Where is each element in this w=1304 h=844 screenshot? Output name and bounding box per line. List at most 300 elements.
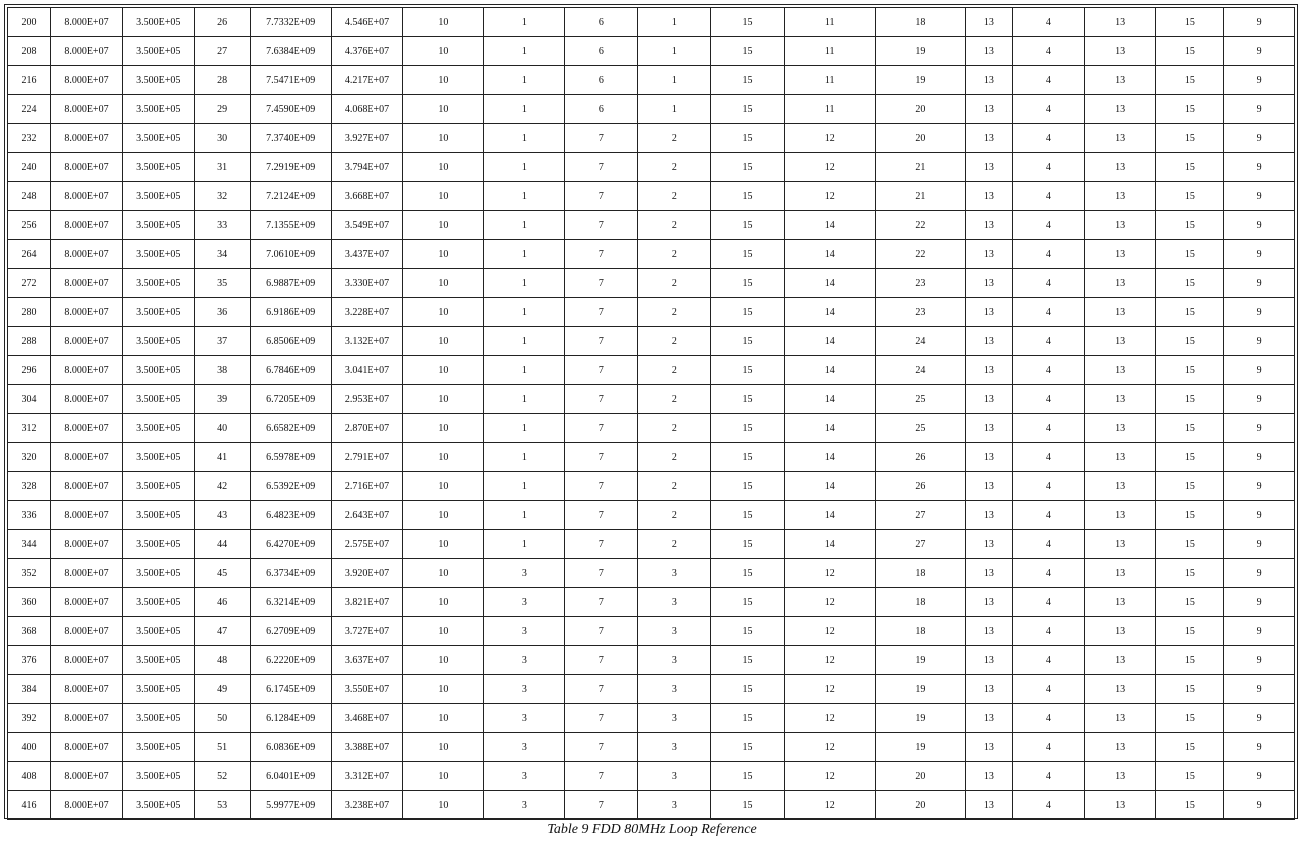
table-cell: 10 [403, 501, 484, 530]
table-cell: 18 [875, 559, 965, 588]
table-cell: 14 [784, 211, 875, 240]
table-cell: 312 [8, 414, 51, 443]
table-cell: 3.500E+05 [122, 530, 194, 559]
table-cell: 9 [1224, 269, 1295, 298]
table-cell: 288 [8, 327, 51, 356]
table-cell: 15 [1156, 559, 1224, 588]
table-cell: 2 [638, 530, 711, 559]
table-cell: 15 [1156, 95, 1224, 124]
table-cell: 9 [1224, 298, 1295, 327]
table-cell: 15 [1156, 124, 1224, 153]
table-cell: 13 [965, 8, 1012, 37]
table-cell: 10 [403, 153, 484, 182]
table-cell: 15 [1156, 37, 1224, 66]
table-cell: 13 [965, 37, 1012, 66]
table-cell: 3.500E+05 [122, 269, 194, 298]
table-cell: 4 [1012, 675, 1084, 704]
table-cell: 1 [638, 37, 711, 66]
table-cell: 4.217E+07 [331, 66, 403, 95]
table-cell: 15 [711, 675, 784, 704]
table-cell: 7 [565, 588, 638, 617]
table-cell: 26 [875, 443, 965, 472]
table-cell: 352 [8, 559, 51, 588]
table-cell: 3.238E+07 [331, 791, 403, 820]
table-cell: 15 [1156, 472, 1224, 501]
table-cell: 11 [784, 37, 875, 66]
table-cell: 3.500E+05 [122, 182, 194, 211]
table-cell: 8.000E+07 [51, 8, 123, 37]
table-row [8, 153, 1295, 182]
table-cell: 3.550E+07 [331, 675, 403, 704]
table-cell: 13 [965, 95, 1012, 124]
table-cell: 13 [965, 66, 1012, 95]
table-row [8, 646, 1295, 675]
table-cell: 24 [875, 327, 965, 356]
table-cell: 9 [1224, 37, 1295, 66]
table-cell: 4 [1012, 356, 1084, 385]
table-cell: 3.500E+05 [122, 8, 194, 37]
table-cell: 272 [8, 269, 51, 298]
table-cell: 3.500E+05 [122, 762, 194, 791]
table-cell: 1 [484, 66, 565, 95]
table-cell: 13 [965, 762, 1012, 791]
table-cell: 20 [875, 791, 965, 820]
table-cell: 7 [565, 385, 638, 414]
table-cell: 2 [638, 298, 711, 327]
table-cell: 320 [8, 443, 51, 472]
table-cell: 3.500E+05 [122, 472, 194, 501]
table-cell: 3.437E+07 [331, 240, 403, 269]
table-cell: 13 [965, 704, 1012, 733]
table-cell: 13 [965, 501, 1012, 530]
table-cell: 5.9977E+09 [250, 791, 331, 820]
table-cell: 15 [711, 704, 784, 733]
table-row [8, 559, 1295, 588]
table-cell: 7 [565, 559, 638, 588]
table-cell: 10 [403, 95, 484, 124]
table-cell: 29 [194, 95, 250, 124]
table-cell: 4 [1012, 501, 1084, 530]
table-cell: 25 [875, 414, 965, 443]
table-cell: 8.000E+07 [51, 733, 123, 762]
table-cell: 10 [403, 8, 484, 37]
table-cell: 7.1355E+09 [250, 211, 331, 240]
table-cell: 24 [875, 356, 965, 385]
table-cell: 1 [484, 298, 565, 327]
table-cell: 7 [565, 356, 638, 385]
table-cell: 6.3734E+09 [250, 559, 331, 588]
table-cell: 27 [194, 37, 250, 66]
table-cell: 13 [965, 298, 1012, 327]
table-cell: 9 [1224, 762, 1295, 791]
table-cell: 13 [1084, 298, 1156, 327]
table-row [8, 211, 1295, 240]
loop-reference-table [7, 7, 1295, 820]
table-cell: 8.000E+07 [51, 443, 123, 472]
table-cell: 10 [403, 443, 484, 472]
table-cell: 4 [1012, 762, 1084, 791]
table-cell: 15 [711, 530, 784, 559]
table-row [8, 733, 1295, 762]
table-cell: 7.2919E+09 [250, 153, 331, 182]
table-cell: 12 [784, 124, 875, 153]
table-row [8, 414, 1295, 443]
table-cell: 6.9887E+09 [250, 269, 331, 298]
table-cell: 15 [711, 617, 784, 646]
table-cell: 10 [403, 66, 484, 95]
table-cell: 2 [638, 501, 711, 530]
table-cell: 13 [1084, 443, 1156, 472]
table-cell: 13 [965, 124, 1012, 153]
table-cell: 15 [711, 791, 784, 820]
table-cell: 3 [638, 762, 711, 791]
table-cell: 2 [638, 182, 711, 211]
table-cell: 6.2709E+09 [250, 617, 331, 646]
table-cell: 8.000E+07 [51, 298, 123, 327]
table-cell: 15 [1156, 588, 1224, 617]
table-cell: 39 [194, 385, 250, 414]
table-cell: 7 [565, 501, 638, 530]
table-cell: 3.312E+07 [331, 762, 403, 791]
table-cell: 12 [784, 733, 875, 762]
table-cell: 6.5978E+09 [250, 443, 331, 472]
table-cell: 1 [484, 472, 565, 501]
table-cell: 7 [565, 298, 638, 327]
table-cell: 13 [1084, 733, 1156, 762]
table-cell: 20 [875, 95, 965, 124]
table-cell: 7 [565, 182, 638, 211]
table-row [8, 443, 1295, 472]
table-cell: 264 [8, 240, 51, 269]
table-cell: 20 [875, 762, 965, 791]
table-cell: 7 [565, 791, 638, 820]
table-cell: 7 [565, 124, 638, 153]
table-cell: 13 [965, 211, 1012, 240]
table-cell: 10 [403, 240, 484, 269]
table-cell: 3.500E+05 [122, 356, 194, 385]
table-cell: 7 [565, 414, 638, 443]
table-cell: 22 [875, 211, 965, 240]
table-cell: 9 [1224, 588, 1295, 617]
table-cell: 48 [194, 646, 250, 675]
table-cell: 15 [711, 414, 784, 443]
table-cell: 27 [875, 501, 965, 530]
table-cell: 8.000E+07 [51, 501, 123, 530]
table-cell: 8.000E+07 [51, 675, 123, 704]
table-row [8, 95, 1295, 124]
table-cell: 376 [8, 646, 51, 675]
table-cell: 13 [1084, 182, 1156, 211]
table-cell: 2 [638, 153, 711, 182]
table-cell: 8.000E+07 [51, 240, 123, 269]
table-cell: 14 [784, 356, 875, 385]
table-cell: 6.2220E+09 [250, 646, 331, 675]
table-cell: 23 [875, 298, 965, 327]
table-cell: 13 [1084, 66, 1156, 95]
table-cell: 13 [965, 356, 1012, 385]
table-cell: 6.9186E+09 [250, 298, 331, 327]
table-cell: 10 [403, 530, 484, 559]
table-cell: 13 [1084, 385, 1156, 414]
table-cell: 13 [965, 269, 1012, 298]
table-cell: 15 [1156, 327, 1224, 356]
table-cell: 1 [638, 95, 711, 124]
table-cell: 47 [194, 617, 250, 646]
table-cell: 3.727E+07 [331, 617, 403, 646]
table-cell: 3 [638, 704, 711, 733]
table-row [8, 124, 1295, 153]
table-cell: 7 [565, 762, 638, 791]
table-cell: 3.500E+05 [122, 414, 194, 443]
table-cell: 15 [711, 95, 784, 124]
table-cell: 6 [565, 37, 638, 66]
table-cell: 13 [965, 646, 1012, 675]
table-cell: 13 [965, 559, 1012, 588]
table-cell: 10 [403, 675, 484, 704]
table-cell: 10 [403, 385, 484, 414]
table-cell: 3 [484, 762, 565, 791]
table-cell: 3 [638, 733, 711, 762]
table-cell: 10 [403, 414, 484, 443]
table-frame [4, 4, 1298, 819]
table-cell: 3 [484, 559, 565, 588]
table-cell: 3.500E+05 [122, 124, 194, 153]
table-cell: 15 [1156, 617, 1224, 646]
table-cell: 1 [484, 95, 565, 124]
table-row [8, 385, 1295, 414]
table-cell: 2.575E+07 [331, 530, 403, 559]
table-cell: 13 [965, 588, 1012, 617]
table-cell: 10 [403, 704, 484, 733]
table-cell: 7 [565, 530, 638, 559]
table-cell: 26 [875, 472, 965, 501]
table-cell: 15 [1156, 762, 1224, 791]
table-cell: 1 [484, 8, 565, 37]
table-cell: 13 [965, 443, 1012, 472]
table-cell: 344 [8, 530, 51, 559]
table-cell: 2 [638, 269, 711, 298]
table-cell: 7.0610E+09 [250, 240, 331, 269]
table-cell: 3.500E+05 [122, 95, 194, 124]
table-cell: 3.500E+05 [122, 501, 194, 530]
table-cell: 6 [565, 95, 638, 124]
table-cell: 19 [875, 646, 965, 675]
table-cell: 10 [403, 472, 484, 501]
table-cell: 9 [1224, 240, 1295, 269]
table-row [8, 240, 1295, 269]
table-cell: 280 [8, 298, 51, 327]
table-cell: 4 [1012, 530, 1084, 559]
table-cell: 49 [194, 675, 250, 704]
table-cell: 3.500E+05 [122, 240, 194, 269]
table-cell: 3.927E+07 [331, 124, 403, 153]
table-cell: 1 [484, 182, 565, 211]
table-cell: 2 [638, 356, 711, 385]
table-cell: 15 [1156, 211, 1224, 240]
table-row [8, 501, 1295, 530]
table-cell: 4.068E+07 [331, 95, 403, 124]
table-cell: 2.716E+07 [331, 472, 403, 501]
table-cell: 14 [784, 298, 875, 327]
table-cell: 4 [1012, 588, 1084, 617]
table-cell: 3.500E+05 [122, 443, 194, 472]
table-cell: 15 [1156, 356, 1224, 385]
table-cell: 368 [8, 617, 51, 646]
table-cell: 28 [194, 66, 250, 95]
table-cell: 9 [1224, 646, 1295, 675]
table-cell: 9 [1224, 675, 1295, 704]
table-cell: 13 [1084, 617, 1156, 646]
table-cell: 8.000E+07 [51, 472, 123, 501]
table-cell: 9 [1224, 95, 1295, 124]
table-cell: 2 [638, 211, 711, 240]
table-cell: 15 [711, 733, 784, 762]
table-cell: 3.500E+05 [122, 646, 194, 675]
table-cell: 13 [1084, 762, 1156, 791]
table-cell: 8.000E+07 [51, 124, 123, 153]
table-cell: 13 [1084, 414, 1156, 443]
table-cell: 8.000E+07 [51, 762, 123, 791]
table-cell: 3 [484, 733, 565, 762]
table-cell: 10 [403, 617, 484, 646]
table-cell: 4 [1012, 124, 1084, 153]
table-cell: 4 [1012, 385, 1084, 414]
table-cell: 1 [484, 153, 565, 182]
table-cell: 15 [1156, 414, 1224, 443]
table-cell: 13 [965, 472, 1012, 501]
table-cell: 19 [875, 704, 965, 733]
table-cell: 36 [194, 298, 250, 327]
table-cell: 31 [194, 153, 250, 182]
table-cell: 53 [194, 791, 250, 820]
table-cell: 15 [711, 37, 784, 66]
table-cell: 3 [638, 588, 711, 617]
table-cell: 3.228E+07 [331, 298, 403, 327]
table-caption: Table 9 FDD 80MHz Loop Reference [547, 822, 757, 837]
table-cell: 2.643E+07 [331, 501, 403, 530]
table-cell: 14 [784, 414, 875, 443]
table-cell: 10 [403, 762, 484, 791]
table-cell: 13 [1084, 791, 1156, 820]
table-cell: 15 [1156, 501, 1224, 530]
table-cell: 8.000E+07 [51, 559, 123, 588]
table-cell: 7 [565, 211, 638, 240]
table-cell: 6.4823E+09 [250, 501, 331, 530]
table-cell: 1 [484, 211, 565, 240]
table-cell: 7 [565, 327, 638, 356]
table-cell: 7 [565, 240, 638, 269]
table-cell: 1 [638, 8, 711, 37]
table-cell: 2 [638, 414, 711, 443]
table-cell: 3.041E+07 [331, 356, 403, 385]
table-cell: 15 [1156, 240, 1224, 269]
table-cell: 4 [1012, 791, 1084, 820]
table-cell: 15 [1156, 443, 1224, 472]
table-cell: 52 [194, 762, 250, 791]
table-cell: 8.000E+07 [51, 356, 123, 385]
table-cell: 15 [1156, 704, 1224, 733]
table-cell: 7 [565, 153, 638, 182]
table-cell: 15 [711, 182, 784, 211]
table-cell: 13 [1084, 153, 1156, 182]
table-cell: 15 [1156, 675, 1224, 704]
table-cell: 15 [1156, 791, 1224, 820]
table-cell: 6 [565, 66, 638, 95]
table-cell: 1 [484, 269, 565, 298]
table-cell: 10 [403, 37, 484, 66]
table-cell: 12 [784, 791, 875, 820]
table-cell: 8.000E+07 [51, 153, 123, 182]
table-cell: 7 [565, 269, 638, 298]
table-cell: 34 [194, 240, 250, 269]
table-cell: 1 [484, 240, 565, 269]
table-cell: 15 [1156, 269, 1224, 298]
table-cell: 32 [194, 182, 250, 211]
table-cell: 12 [784, 675, 875, 704]
table-cell: 13 [965, 617, 1012, 646]
table-cell: 13 [965, 733, 1012, 762]
table-cell: 3 [484, 617, 565, 646]
table-cell: 9 [1224, 733, 1295, 762]
table-cell: 44 [194, 530, 250, 559]
table-cell: 2 [638, 385, 711, 414]
table-cell: 9 [1224, 617, 1295, 646]
table-cell: 3 [484, 704, 565, 733]
table-cell: 3.500E+05 [122, 733, 194, 762]
table-cell: 50 [194, 704, 250, 733]
table-cell: 14 [784, 501, 875, 530]
table-cell: 3 [484, 675, 565, 704]
table-cell: 8.000E+07 [51, 211, 123, 240]
table-cell: 19 [875, 66, 965, 95]
table-cell: 22 [875, 240, 965, 269]
table-cell: 10 [403, 356, 484, 385]
table-cell: 10 [403, 327, 484, 356]
table-cell: 12 [784, 617, 875, 646]
table-cell: 10 [403, 588, 484, 617]
table-cell: 12 [784, 182, 875, 211]
table-cell: 15 [1156, 298, 1224, 327]
table-cell: 6.1745E+09 [250, 675, 331, 704]
table-cell: 392 [8, 704, 51, 733]
table-cell: 3.500E+05 [122, 675, 194, 704]
table-cell: 7 [565, 704, 638, 733]
table-row [8, 588, 1295, 617]
table-cell: 18 [875, 617, 965, 646]
table-cell: 1 [484, 37, 565, 66]
table-cell: 408 [8, 762, 51, 791]
table-cell: 12 [784, 153, 875, 182]
table-cell: 10 [403, 211, 484, 240]
table-cell: 14 [784, 530, 875, 559]
table-cell: 13 [1084, 501, 1156, 530]
table-cell: 11 [784, 66, 875, 95]
table-cell: 27 [875, 530, 965, 559]
table-cell: 11 [784, 8, 875, 37]
table-cell: 9 [1224, 414, 1295, 443]
table-cell: 3 [638, 559, 711, 588]
table-cell: 3.500E+05 [122, 211, 194, 240]
table-cell: 15 [711, 298, 784, 327]
table-cell: 6.8506E+09 [250, 327, 331, 356]
table-cell: 30 [194, 124, 250, 153]
table-cell: 14 [784, 443, 875, 472]
table-cell: 15 [711, 356, 784, 385]
table-cell: 1 [484, 356, 565, 385]
table-cell: 15 [711, 472, 784, 501]
table-cell: 14 [784, 240, 875, 269]
table-cell: 15 [711, 501, 784, 530]
